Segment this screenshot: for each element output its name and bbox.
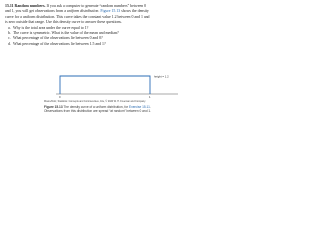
exercise-number: 15.11 xyxy=(5,4,14,8)
caption-text-end: . xyxy=(149,104,151,109)
question-label: b. xyxy=(8,31,11,36)
question-text: Why is the total area under the curve equal to 1? xyxy=(13,25,89,30)
figure-credit: Moore/Notz, Statistics: Concepts and Controversies, 10e, © 2020 W. H. Freeman and Company xyxy=(44,100,146,103)
exercise-15-11-link[interactable]: Exercise 15.11 xyxy=(129,104,150,109)
caption-text: The density curve of a uniform distribution, for xyxy=(62,104,129,109)
uniform-distribution-term: uniform distribution xyxy=(66,9,99,14)
question-text: What percentage of the observations lie between 1.5 and 1? xyxy=(13,41,106,46)
figure-label: Figure 15.13 xyxy=(44,104,63,109)
x-tick-label: 0 xyxy=(59,95,61,99)
caption-line-2: Observations from this distribution are spread “at random” between 0 and 1. xyxy=(44,108,152,113)
exercise-text-2c: shows the density xyxy=(120,9,149,14)
question-text: What percentage of the observations lie between 0 and 0? xyxy=(13,36,103,41)
x-tick-label: 1 xyxy=(149,95,151,99)
textbook-page xyxy=(0,0,200,124)
exercise-text-2b: . xyxy=(98,9,101,14)
figure-15-13-link[interactable]: Figure 15.13 xyxy=(100,9,121,14)
exercise-text-2a: and 1, you will get observations from a xyxy=(5,9,67,14)
question-text: The curve is symmetric. What is the value of the mean and median? xyxy=(13,31,119,36)
question-label: c. xyxy=(8,36,11,41)
density-curve xyxy=(60,76,150,94)
figure-caption xyxy=(44,105,184,114)
question-label: d. xyxy=(8,41,11,46)
exercise-line-4: is zero outside that range. Use this density curve to answer these questions. xyxy=(5,20,122,25)
exercise-title: Random numbers. xyxy=(14,4,46,8)
exercise-text-1: If you ask a computer to generate “random numbers” between 0 xyxy=(46,4,147,8)
height-label: height = 1.2 xyxy=(154,74,169,79)
question-label: a. xyxy=(8,25,11,30)
exercise-line-3: curve for a uniform distribution. This curve takes the constant value 1.2 between 0 and 1 and xyxy=(5,14,150,19)
